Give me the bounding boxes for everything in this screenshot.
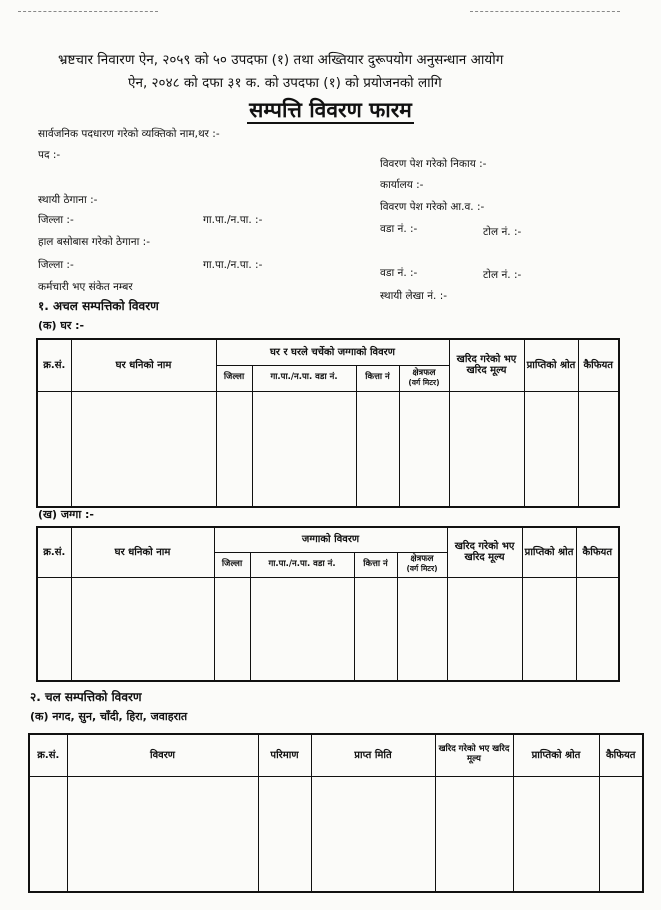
table-row: [37, 391, 619, 507]
table-row: [37, 577, 619, 681]
col-price: खरिद गरेको भए खरिद मूल्य: [449, 339, 524, 391]
col-kitta: कित्ता नं: [354, 552, 397, 577]
table-cell[interactable]: [599, 776, 643, 892]
col-municipality-ward: गा.पा./न.पा. वडा नं.: [252, 365, 356, 391]
field-tole-2[interactable]: टोल नं. :-: [483, 269, 522, 281]
col-group-land: जग्गाको विवरण: [214, 527, 447, 552]
scan-edge-line: [470, 11, 620, 12]
field-fiscal-year[interactable]: विवरण पेश गरेको आ.व. :-: [380, 201, 485, 213]
cash-subheading: (क) नगद, सुन, चाँदी, हिरा, जवाहरात: [30, 710, 188, 723]
col-group-house-land: घर र घरले चर्चेको जग्गाको विवरण: [216, 339, 449, 365]
section1-heading: १. अचल सम्पत्तिको विवरण: [38, 299, 159, 313]
table-cell[interactable]: [252, 391, 356, 507]
scan-edge-line: [18, 11, 158, 12]
field-permanent-address[interactable]: स्थायी ठेगाना :-: [38, 194, 98, 206]
field-current-address[interactable]: हाल बसोबास गरेको ठेगाना :-: [38, 236, 150, 248]
section2-heading: २. चल सम्पत्तिको विवरण: [30, 690, 142, 704]
field-employee-code[interactable]: कर्मचारी भए संकेत नम्बर: [38, 281, 133, 293]
col-remarks: कैफियत: [576, 527, 619, 577]
house-table: [36, 338, 620, 508]
table-cell[interactable]: [67, 776, 258, 892]
act-reference-line1: भ्रष्टचार निवारण ऐन, २०५९ को ५० उपदफा (१) तथा अख्तियार दुरूपयोग अनुसन्धान आयोग: [58, 52, 504, 68]
col-sn: क्र.सं.: [29, 734, 67, 776]
col-source: प्राप्तिको श्रोत: [524, 339, 578, 391]
col-area-unit: (वर्ग मिटर): [406, 564, 438, 574]
table-row: [29, 776, 643, 892]
col-description: विवरण: [67, 734, 258, 776]
table-cell[interactable]: [576, 577, 619, 681]
col-quantity: परिमाण: [258, 734, 311, 776]
col-kitta: कित्ता नं: [356, 365, 399, 391]
table-cell[interactable]: [71, 577, 214, 681]
table-cell[interactable]: [354, 577, 397, 681]
table-cell[interactable]: [258, 776, 311, 892]
field-municipality-1[interactable]: गा.पा./न.पा. :-: [203, 214, 263, 226]
col-area-label: क्षेत्रफल: [412, 367, 436, 378]
table-cell[interactable]: [524, 391, 578, 507]
col-owner: घर धनिको नाम: [71, 339, 216, 391]
col-price: खरिद गरेको भए खरिद मूल्य: [447, 527, 522, 577]
col-date: प्राप्त मिति: [311, 734, 435, 776]
table-cell[interactable]: [71, 391, 216, 507]
col-source: प्राप्तिको श्रोत: [522, 527, 576, 577]
col-area: [397, 552, 447, 577]
col-sn: क्र.सं.: [37, 527, 71, 577]
col-area-unit: (वर्ग मिटर): [408, 377, 440, 387]
table-cell[interactable]: [578, 391, 619, 507]
field-district-1[interactable]: जिल्ला :-: [38, 214, 74, 226]
col-area: [399, 365, 449, 391]
act-reference-line2: ऐन, २०४८ को दफा ३१ क. को उपदफा (१) को प्रयोजनको लागि: [128, 75, 442, 91]
col-remarks: कैफियत: [599, 734, 643, 776]
col-price: खरिद गरेको भए खरिद मूल्य: [435, 734, 513, 776]
col-district: जिल्ला: [214, 552, 250, 577]
col-owner: घर धनिको नाम: [71, 527, 214, 577]
col-area-label: क्षेत्रफल: [410, 554, 434, 565]
table-cell[interactable]: [399, 391, 449, 507]
field-office-body[interactable]: विवरण पेश गरेको निकाय :-: [380, 158, 487, 170]
col-source: प्राप्तिको श्रोत: [513, 734, 599, 776]
table-cell[interactable]: [447, 577, 522, 681]
col-municipality-ward: गा.पा./न.पा. वडा नं.: [250, 552, 354, 577]
table-cell[interactable]: [37, 577, 71, 681]
table-cell[interactable]: [449, 391, 524, 507]
table-cell[interactable]: [37, 391, 71, 507]
form-title: सम्पत्ति विवरण फारम: [249, 98, 412, 122]
table-cell[interactable]: [513, 776, 599, 892]
field-ward-2[interactable]: वडा नं. :-: [380, 267, 418, 279]
table-cell[interactable]: [214, 577, 250, 681]
col-sn: क्र.सं.: [37, 339, 71, 391]
field-pan[interactable]: स्थायी लेखा नं. :-: [380, 290, 448, 302]
field-municipality-2[interactable]: गा.पा./न.पा. :-: [203, 259, 263, 271]
field-district-2[interactable]: जिल्ला :-: [38, 259, 74, 271]
table-cell[interactable]: [522, 577, 576, 681]
table-cell[interactable]: [435, 776, 513, 892]
field-post[interactable]: पद :-: [38, 149, 61, 161]
col-district: जिल्ला: [216, 365, 252, 391]
field-tole-1[interactable]: टोल नं. :-: [483, 226, 522, 238]
table-cell[interactable]: [397, 577, 447, 681]
table-cell[interactable]: [29, 776, 67, 892]
table-cell[interactable]: [250, 577, 354, 681]
table-cell[interactable]: [356, 391, 399, 507]
cash-table: [28, 733, 644, 893]
field-office[interactable]: कार्यालय :-: [380, 179, 424, 191]
land-table: [36, 526, 620, 682]
table-cell[interactable]: [311, 776, 435, 892]
field-ward-1[interactable]: वडा नं. :-: [380, 223, 418, 235]
field-name[interactable]: सार्वजनिक पदधारण गरेको व्यक्तिको नाम,थर :-: [38, 128, 220, 140]
col-remarks: कैफियत: [578, 339, 619, 391]
land-subheading: (ख) जग्गा :-: [38, 508, 94, 521]
table-cell[interactable]: [216, 391, 252, 507]
house-subheading: (क) घर :-: [38, 319, 85, 332]
